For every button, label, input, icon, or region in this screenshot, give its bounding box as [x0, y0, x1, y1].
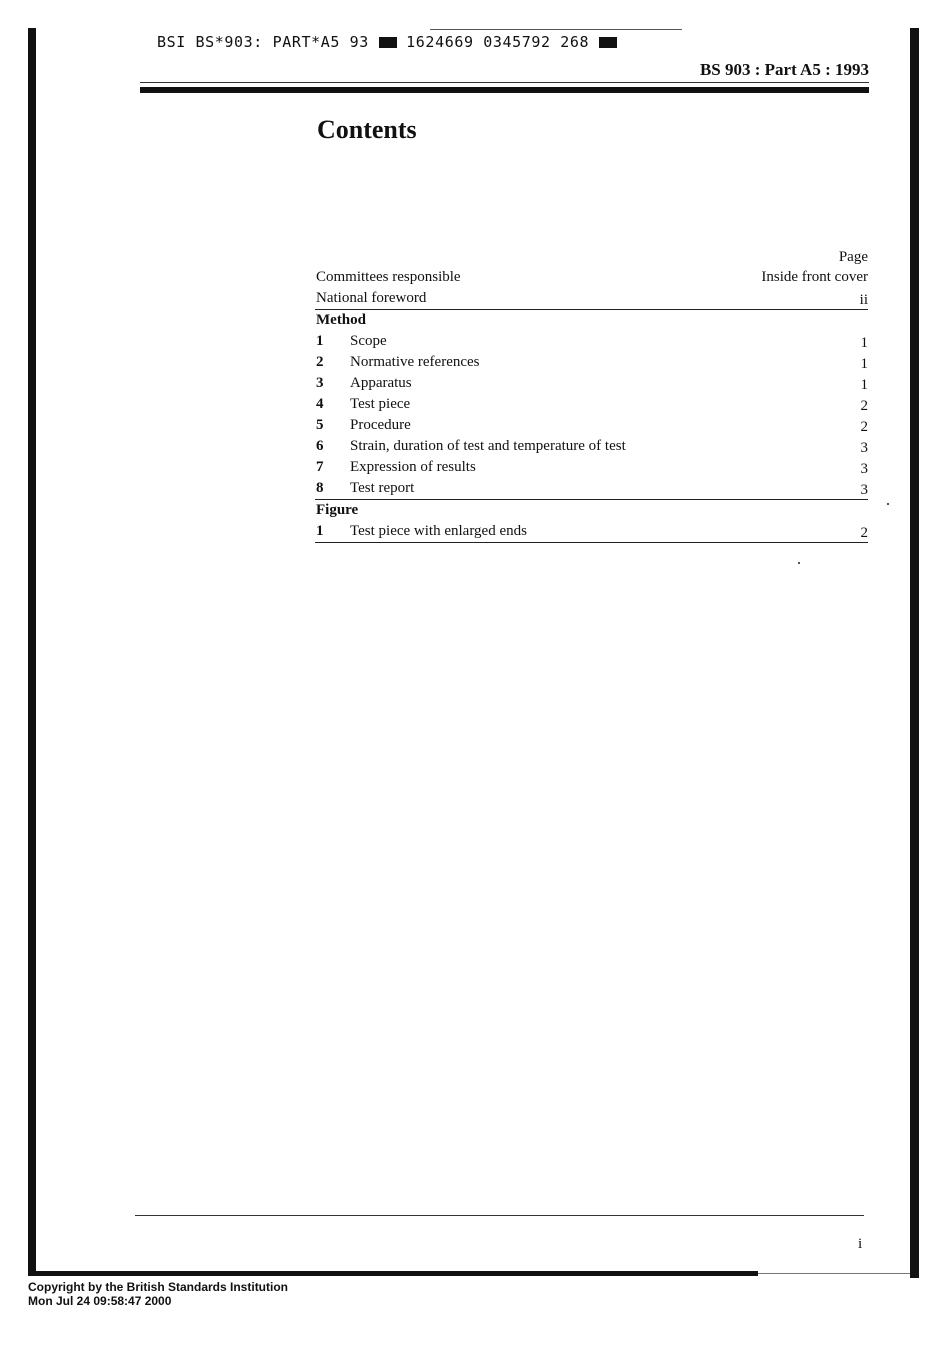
toc-label: National foreword	[316, 290, 427, 306]
barcode-text: BSI BS*903: PART*A5 93	[157, 33, 369, 51]
scan-border-left	[28, 28, 36, 1276]
toc-label: Test report	[350, 480, 415, 496]
toc-page: ii	[859, 292, 868, 308]
toc-page: 3	[860, 461, 868, 477]
toc-row-committees[interactable]	[315, 267, 868, 288]
barcode-number: 1624669 0345792 268	[406, 33, 590, 51]
toc-row-method-1[interactable]	[315, 331, 868, 352]
toc-row-method-8[interactable]	[315, 478, 868, 499]
toc-page: 3	[860, 482, 868, 498]
page-number: i	[858, 1236, 863, 1252]
toc-page: 2	[860, 419, 868, 435]
toc-number: 2	[316, 354, 324, 370]
toc-label: Test piece with enlarged ends	[350, 523, 527, 539]
toc-label: Committees responsible	[316, 269, 461, 285]
barcode-block	[379, 37, 397, 48]
toc-label: Expression of results	[350, 459, 476, 475]
toc-row-method-5[interactable]	[315, 415, 868, 436]
footer-rule	[135, 1215, 864, 1216]
toc-label: Normative references	[350, 354, 480, 370]
scan-border-bottom	[28, 1271, 758, 1276]
toc-row-method-3[interactable]	[315, 373, 868, 394]
scan-border-right	[910, 28, 919, 1278]
table-bottom-rule	[315, 542, 868, 543]
toc-number: 4	[316, 396, 324, 412]
toc-label: Scope	[350, 333, 387, 349]
toc-row-method-4[interactable]	[315, 394, 868, 415]
toc-row-method-2[interactable]	[315, 352, 868, 373]
page-title: Contents	[317, 115, 417, 144]
toc-number: 7	[316, 459, 324, 475]
toc-page: 1	[860, 335, 868, 351]
toc-number: 6	[316, 438, 324, 454]
page-header-label: Page	[838, 249, 868, 265]
scan-border-bottom-thin	[758, 1273, 910, 1274]
contents-table	[315, 247, 868, 543]
scan-speck	[887, 503, 889, 505]
toc-row-method-6[interactable]	[315, 436, 868, 457]
toc-row-figure-1[interactable]	[315, 521, 868, 542]
toc-page: 3	[860, 440, 868, 456]
copyright-notice	[28, 1280, 288, 1308]
toc-row-method-7[interactable]	[315, 457, 868, 478]
barcode-block	[599, 37, 617, 48]
copyright-line: Copyright by the British Standards Institution	[28, 1280, 289, 1294]
barcode-overline	[430, 29, 682, 30]
toc-label: Test piece	[350, 396, 411, 412]
header-rule-thick	[140, 87, 869, 93]
toc-number: 5	[316, 417, 324, 433]
toc-number: 1	[316, 333, 324, 349]
timestamp-line: Mon Jul 24 09:58:47 2000	[28, 1294, 172, 1308]
toc-number: 1	[316, 523, 324, 539]
toc-label: Procedure	[350, 417, 411, 433]
toc-label: Strain, duration of test and temperature of test	[350, 438, 626, 454]
toc-page: 2	[860, 525, 868, 541]
toc-page: Inside front cover	[761, 269, 868, 285]
toc-row-national-foreword[interactable]	[315, 288, 868, 309]
toc-number: 8	[316, 480, 324, 496]
toc-page: 1	[860, 356, 868, 372]
barcode-line	[157, 33, 617, 51]
header-rule-thin	[140, 82, 869, 83]
toc-number: 3	[316, 375, 324, 391]
document-id: BS 903 : Part A5 : 1993	[699, 60, 869, 79]
figure-heading: Figure	[316, 502, 359, 518]
toc-page: 2	[860, 398, 868, 414]
scan-speck	[798, 562, 800, 564]
page-column-header	[315, 247, 868, 267]
method-heading: Method	[316, 312, 366, 328]
toc-label: Apparatus	[350, 375, 412, 391]
toc-page: 1	[860, 377, 868, 393]
